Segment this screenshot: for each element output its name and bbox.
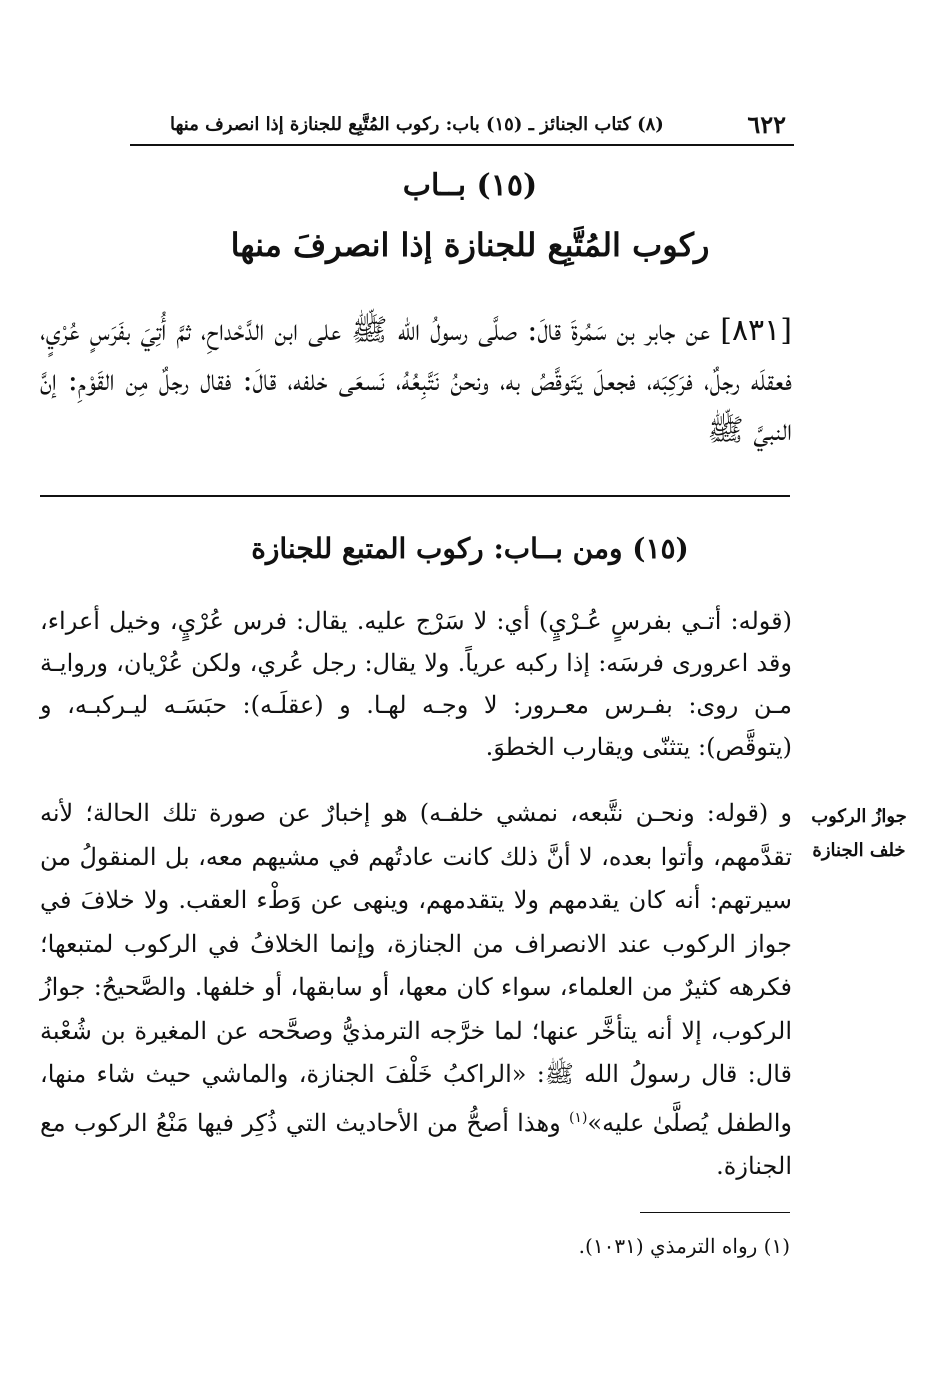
header-rule [130, 144, 794, 146]
footnote: (١) رواه الترمذي (١٠٣١). [578, 1234, 790, 1258]
footnote-rule [640, 1212, 790, 1213]
commentary-paragraph-2 [40, 792, 792, 1189]
margin-note [800, 800, 918, 868]
section-divider [40, 495, 790, 497]
chapter-number: (١٥) بــاب [402, 168, 538, 203]
running-title: (٨) كتاب الجنائز ـ (١٥) باب: ركوب المُتَّبِع للجنازة إذا انصرف منها [170, 114, 664, 135]
commentary-paragraph-2-text: و (قوله: ونحـن نتَّبعه، نمشي خلفـه) هو إخبارٌ عن صورة تلك الحالة؛ لأنه تقدَّمهم، وأتوا بعده، لا أنَّ ذلك كانت عادتُهم في مشيهم معه، بل المنقولُ من سيرتهم: أنه كان يقدمهم ولا يتقدمهم، وينهى عن وَطْء العقب. ولا خلافَ في جواز الركوب عند الانصراف من الجنازة، وإنما الخلافُ في الركوب لمتبعها؛ فكرهه كثيرٌ من العلماء، سواء كان معها، أو سابقها، أو خلفها. والصَّحيحُ: جوازُ الركوب، إلا أنه يتأخَّر عنها؛ لما خرَّجه الترمذيُّ وصحَّحه عن المغيرة بن شُعْبة قال: قال رسولُ الله ﷺ: «الراكبُ خَلْفَ الجنازة، والماشي حيث شاء منها، والطفل يُصلَّىٰ عليه» [40, 799, 792, 1137]
hadith-text: [٨٣١] عن جابر بن سَمُرةَ قالَ: صلَّى رسولُ الله ﷺ على ابن الدَّحْداحِ، ثمَّ أُتِيَ بفَرَسٍ عُرْيٍ، فعقلَه رجلٌ، فرَكِبَه، فجعلَ يَتَوقَّصُ به، ونحنُ نَتَّبِعُهُ، نَسعَى خلفه، قالَ: فقال رجلٌ مِن القَوْمِ: إنَّ النبيَّ ﷺ [40, 313, 792, 448]
commentary-paragraph-1: (قوله: أتـي بفرسٍ عُـرْيٍ) أي: لا سَرْج عليه. يقال: فرس عُرْيٍ، وخيل أعراء، وقد اعرورى فرسَه: إذا ركبه عرياً. ولا يقال: رجل عُري، ولكن عُرْيان، وروايـة مـن روى: بفـرس معـرور: لا وجـه لهـا. و (عقلَـه): حبَسَـه ليـركبـه، و (يتوقَّص): يتثنّى ويقارب الخطوَ. [40, 607, 793, 761]
margin-note-line-2: خلف الجنازة [812, 840, 906, 861]
footnote-marker: (١) [568, 1109, 588, 1126]
margin-note-line-1: جوازُ الركوب [811, 806, 907, 827]
running-head [130, 106, 790, 142]
page-number: ٦٢٢ [747, 110, 786, 139]
chapter-title: ركوب المُتَّبِع للجنازة إذا انصرفَ منها [230, 226, 710, 264]
commentary-paragraph-2-end: وهذا أصحُّ من الأحاديث التي ذُكِر فيها مَنْعُ الركوب مع الجنازة. [40, 1108, 792, 1180]
commentary-title: (١٥) ومن بــاب: ركوب المتبع للجنازة [251, 532, 689, 565]
